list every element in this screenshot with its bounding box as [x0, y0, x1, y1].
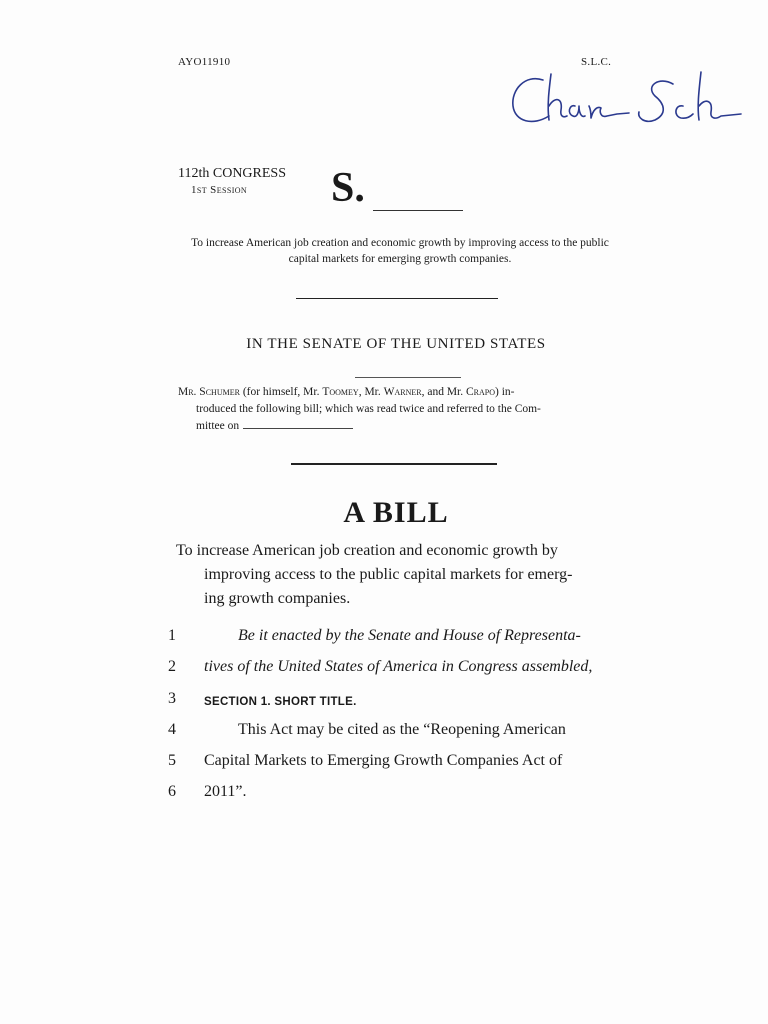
intro-text: mittee on — [196, 420, 240, 432]
line-number: 3 — [168, 690, 176, 707]
divider — [291, 463, 497, 465]
intro-line: troduced the following bill; which was read twice and referred to the Com- — [196, 403, 541, 415]
chamber-heading: IN THE SENATE OF THE UNITED STATES — [246, 336, 546, 352]
line-number: 1 — [168, 627, 176, 644]
handwritten-signature — [505, 66, 745, 136]
divider — [296, 298, 498, 299]
section-text: This Act may be cited as the “Reopening American — [238, 721, 566, 738]
intro-text: (for himself, Mr. — [239, 386, 323, 398]
line-number: 2 — [168, 658, 176, 675]
intro-text: , and Mr. — [421, 386, 466, 398]
congress-number: 112th CONGRESS — [178, 166, 287, 181]
slc-label: S.L.C. — [581, 56, 612, 68]
sponsor-name: Mr. Schumer — [178, 386, 240, 398]
introduction-paragraph — [178, 384, 614, 435]
committee-blank — [243, 418, 353, 429]
line-number: 4 — [168, 721, 176, 738]
line-number: 5 — [168, 752, 176, 769]
bill-summary: To increase American job creation and economic growth by improving access to the public capital markets for emerging growth companies. — [191, 237, 609, 265]
line-number: 6 — [168, 783, 176, 800]
bill-number-blank — [373, 210, 463, 211]
enacting-clause: tives of the United States of America in Congress assembled, — [204, 658, 593, 675]
session-label: 1st Session — [191, 184, 248, 196]
section-text: 2011”. — [204, 783, 247, 800]
bill-title: A BILL — [343, 496, 449, 529]
cosponsor-name: Warner — [383, 386, 422, 398]
document-id: AYO11910 — [178, 56, 231, 68]
purpose-line: improving access to the public capital markets for emerg- — [204, 566, 573, 583]
bill-purpose — [176, 539, 614, 611]
cosponsor-name: Toomey — [322, 386, 359, 398]
enacting-clause: Be it enacted by the Senate and House of Representa- — [238, 627, 581, 644]
cosponsor-name: Crapo — [466, 386, 496, 398]
bill-prefix: S. — [331, 165, 365, 211]
divider — [355, 377, 461, 378]
purpose-line: ing growth companies. — [204, 590, 351, 607]
section-heading: SECTION 1. SHORT TITLE. — [204, 696, 357, 708]
intro-line-committee — [178, 418, 614, 435]
intro-text: ) in- — [495, 386, 515, 398]
purpose-line: To increase American job creation and economic growth by — [176, 542, 558, 559]
intro-text: , Mr. — [358, 386, 384, 398]
section-text: Capital Markets to Emerging Growth Companies Act of — [204, 752, 563, 769]
